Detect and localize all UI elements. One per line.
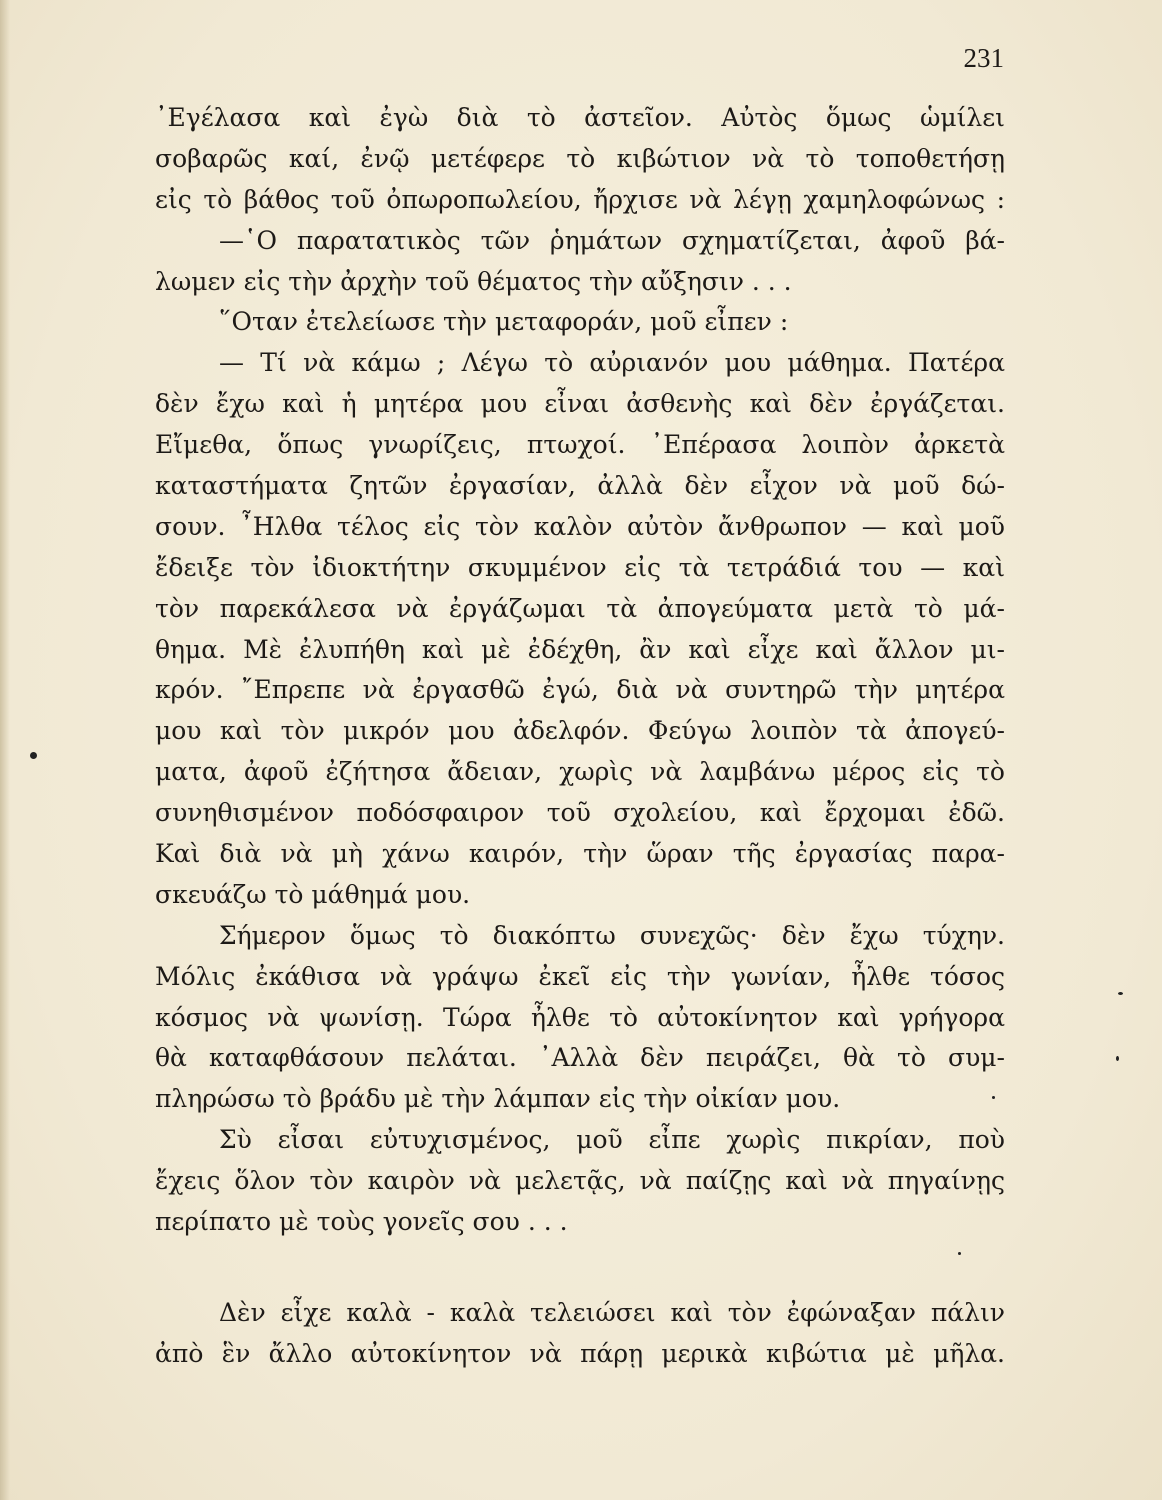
ink-speck [958,1252,961,1255]
text-line: ᾿Εγέλασα καὶ ἐγὼ διὰ τὸ ἀστεῖον. Αὐτὸς ὅμως ὡμίλει [155,103,1005,132]
text-line: — Τί νὰ κάμω ; Λέγω τὸ αὐριανόν μου μάθημα. Πατέρα [219,348,1005,378]
text-line: θὰ καταφθάσουν πελάται. ᾿Αλλὰ δὲν πειράζει, θὰ τὸ συμ- [155,1043,1005,1073]
text-line: θημα. Μὲ ἐλυπήθη καὶ μὲ ἐδέχθη, ἂν καὶ εἶχε καὶ ἄλλον μι- [155,634,1005,664]
body-text [155,98,1005,1375]
text-line: ἔδειξε τὸν ἰδιοκτήτην σκυμμένον εἰς τὰ τετράδιά του — καὶ [155,552,1005,582]
text-line: Εἴμεθα, ὅπως γνωρίζεις, πτωχοί. ᾿Επέρασα λοιπὸν ἀρκετὰ [155,430,1005,460]
text-line: τὸν παρεκάλεσα νὰ ἐργάζωμαι τὰ ἀπογεύματα μετὰ τὸ μά- [155,593,1005,623]
text-line: κρόν. ῎Επρεπε νὰ ἐργασθῶ ἐγώ, διὰ νὰ συντηρῶ τὴν μητέρα [155,675,1005,705]
text-line: ματα, ἀφοῦ ἐζήτησα ἄδειαν, χωρὶς νὰ λαμβάνω μέρος εἰς τὸ [155,757,1005,787]
text-line: λωμεν εἰς τὴν ἀρχὴν τοῦ θέματος τὴν αὔξησιν . . . [155,266,792,296]
text-line: Καὶ διὰ νὰ μὴ χάνω καιρόν, τὴν ὥραν τῆς ἐργασίας παρα- [155,839,1005,869]
text-line: κόσμος νὰ ψωνίσῃ. Τώρα ἦλθε τὸ αὐτοκίνητον καὶ γρήγορα [155,1002,1005,1032]
text-line: σκευάζω τὸ μάθημά μου. [155,879,471,909]
text-line: ἔχεις ὅλον τὸν καιρὸν νὰ μελετᾷς, νὰ παίζῃς καὶ νὰ πηγαίνῃς [155,1166,1005,1196]
text-line: ῞Οταν ἐτελείωσε τὴν μεταφοράν, μοῦ εἶπεν : [219,307,789,337]
text-line: μου καὶ τὸν μικρόν μου ἀδελφόν. Φεύγω λοιπὸν τὰ ἀπογεύ- [155,716,1005,746]
text-line: Σὺ εἶσαι εὐτυχισμένος, μοῦ εἶπε χωρὶς πικρίαν, ποὺ [219,1125,1005,1155]
text-line: δὲν ἔχω καὶ ἡ μητέρα μου εἶναι ἀσθενὴς καὶ δὲν ἐργάζεται. [155,389,1005,419]
text-line: Σήμερον ὅμως τὸ διακόπτω συνεχῶς· δὲν ἔχω τύχην. [219,920,1005,950]
text-line: ἀπὸ ἓν ἄλλο αὐτοκίνητον νὰ πάρῃ μερικὰ κιβώτια μὲ μῆλα. [155,1338,1005,1368]
text-line: καταστήματα ζητῶν ἐργασίαν, ἀλλὰ δὲν εἶχον νὰ μοῦ δώ- [155,471,1005,501]
text-line: σουν. ῏Ηλθα τέλος εἰς τὸν καλὸν αὐτὸν ἄνθρωπον — καὶ μοῦ [155,511,1005,541]
ink-speck [992,1096,995,1099]
text-line: συνηθισμένον ποδόσφαιρον τοῦ σχολείου, καὶ ἔρχομαι ἐδῶ. [155,798,1005,828]
text-line: εἰς τὸ βάθος τοῦ ὀπωροπωλείου, ἤρχισε νὰ λέγῃ χαμηλοφώνως : [155,184,1005,214]
text-line: σοβαρῶς καί, ἐνῷ μετέφερε τὸ κιβώτιον νὰ τὸ τοποθετήσῃ [155,143,1005,173]
ink-speck [30,752,37,759]
ink-speck [1116,1056,1119,1061]
text-line: Μόλις ἐκάθισα νὰ γράψω ἐκεῖ εἰς τὴν γωνίαν, ἦλθε τόσος [155,961,1005,991]
text-line: πληρώσω τὸ βράδυ μὲ τὴν λάμπαν εἰς τὴν οἰκίαν μου. [155,1084,841,1114]
text-line: Δὲν εἶχε καλὰ - καλὰ τελειώσει καὶ τὸν ἐφώναξαν πάλιν [219,1297,1005,1327]
text-line: περίπατο μὲ τοὺς γονεῖς σου . . . [155,1207,568,1237]
page-number: 231 [963,43,1004,73]
text-line: —῾Ο παρατατικὸς τῶν ῥημάτων σχηματίζεται, ἀφοῦ βά- [219,225,1005,255]
page-edge-shadow [0,0,10,1500]
ink-speck [1118,992,1123,995]
